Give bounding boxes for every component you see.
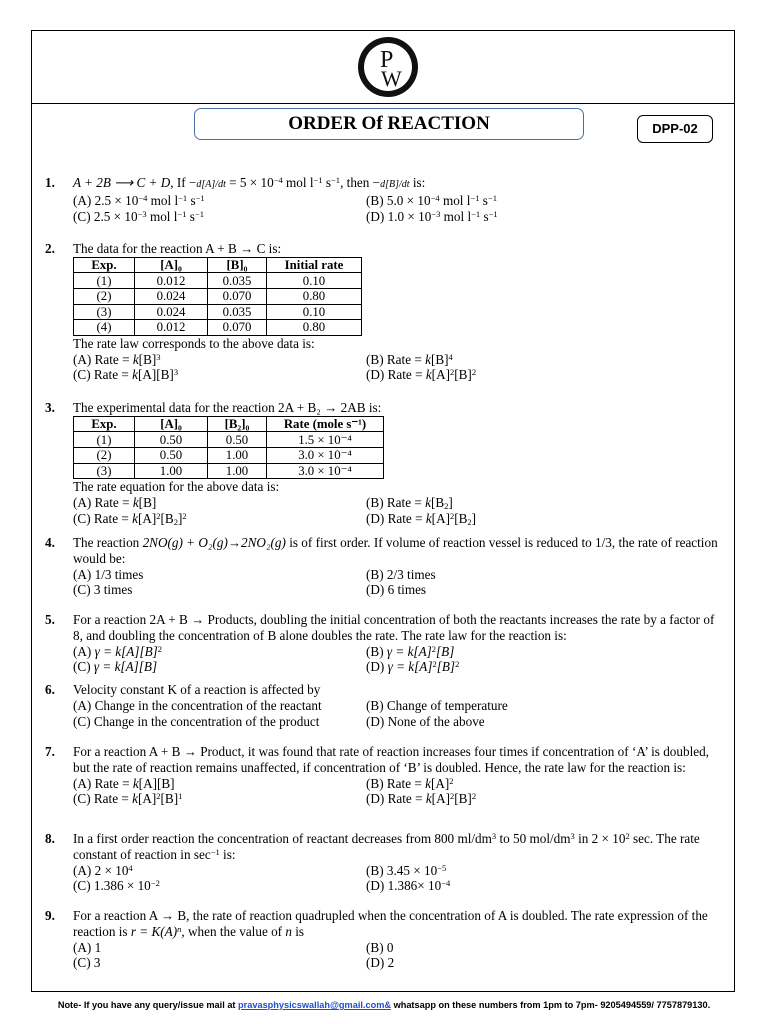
question-number: 9. [45,908,55,923]
table-row: (1) 0.50 0.50 1.5 × 10⁻⁴ [74,432,384,448]
option-c: (C) $1.386 \times 10^{-2}$ [73,878,160,894]
options [73,495,725,527]
options [73,940,725,972]
question-7 [45,744,725,807]
options [73,352,725,384]
question-text: A + 2B ⟶ C + D, $If -d[A]/dt = 5 \times 10^{-4}$ mol $l^{-1}$ $s^{-1}$, then −d[B]/dt is: [73,175,426,190]
option-d: (D) Rate = $k[A]^2[B_2]$ [366,510,477,527]
question-6 [45,682,725,729]
question-number: 4. [45,535,55,550]
table-row: (2) 0.50 1.00 3.0 × 10⁻⁴ [74,447,384,463]
option-c: (C) 3 times [73,582,133,598]
data-table [73,257,362,336]
question-number: 2. [45,241,55,256]
option-a: (A) Change in the concentration of the reactant [73,697,322,713]
page-title: ORDER Of REACTION [194,108,584,140]
option-c: (C) Rate = $k[A]^2[B_2]^2$ [73,510,187,527]
options [73,776,725,808]
data-table [73,416,384,479]
question-text: For a reaction A → B, the rate of reaction quadrupled when the concentration of A is doubled. The rate expression of the reaction is $r = K(A)^n$, when the value of n is [73,908,708,939]
options [73,644,725,676]
option-c: (C) γ = k[A][B] [73,659,158,675]
question-8 [45,831,725,894]
option-a: (A) $\gamma = k[A][B]^2$ [73,643,163,659]
support-email-link[interactable]: pravasphysicswallah@gmail.com& [238,1000,392,1010]
table-header-row: Exp. [A]₀ [B]₀ Initial rate [74,257,362,273]
option-a: (A) $2.5 \times 10^{-4}$ mol $l^{-1}$ $s^{-1}$ [73,192,205,208]
option-d: (D) Rate = $k[A]^2[B]^2$ [366,367,477,383]
question-number: 8. [45,831,55,846]
option-b: (B) Change of temperature [366,697,508,713]
question-number: 6. [45,682,55,697]
table-row: (3) 1.00 1.00 3.0 × 10⁻⁴ [74,463,384,479]
table-header-row: Exp. [A]₀ [B₂]₀ Rate (mole s⁻¹) [74,416,384,432]
option-a: (A) Rate = k[A][B] [73,775,175,791]
question-text: Velocity constant K of a reaction is affected by [73,682,321,697]
pw-logo-icon [357,36,419,98]
table-row: (1) 0.012 0.035 0.10 [74,273,362,289]
question-4 [45,535,725,598]
option-b: (B) Rate = $k[B_2]$ [366,494,453,511]
options [73,193,725,225]
option-a: (A) Rate = $k[B]^3$ [73,351,161,367]
question-5 [45,612,725,675]
question-number: 1. [45,175,55,190]
question-number: 5. [45,612,55,627]
question-text: In a first order reaction the concentration of reactant decreases from 800 $ml/dm^3$ to 50 mol/$dm^3$ in $2 \times 10^2$ sec. The rate constant of reaction in $\sec^{-1}$ is: [73,831,700,862]
question-text: The experimental data for the reaction 2A + B₂ → 2AB is: [73,400,382,415]
option-b: (B) $3.45 \times 10^{-5}$ [366,862,447,878]
option-c: (C) Change in the concentration of the product [73,713,320,729]
option-d: (D) $\gamma = k[A]^2[B]^2$ [366,659,460,675]
table-row: (4) 0.012 0.070 0.80 [74,320,362,336]
question-prompt: The rate equation for the above data is: [73,479,280,495]
option-b: (B) 0 [366,939,394,955]
option-c: (C) Rate = $k[A]^2[B]^1$ [73,791,183,807]
question-1 [45,175,725,224]
options [73,567,725,599]
option-a: (A) 1 [73,939,102,955]
option-c: (C) $2.5 \times 10^{-3}$ mol $l^{-1}$ $s^{-1}$ [73,208,204,224]
options [73,863,725,895]
option-b: (B) Rate = $k[A]^2$ [366,775,454,791]
table-row: (2) 0.024 0.070 0.80 [74,288,362,304]
options [73,698,725,730]
question-text: For a reaction 2A + B → Products, doubling the initial concentration of both the reactants increases the rate by a factor of 8, and doubling the concentration of B alone doubles the rate. The rate law for the reaction is: [73,612,715,643]
option-a: (A) Rate = k[B] [73,494,157,510]
option-c: (C) Rate = $k[A][B]^3$ [73,367,179,383]
option-b: (B) $5.0 \times 10^{-4}$ mol $l^{-1}$ $s^{-1}$ [366,192,497,208]
option-d: (D) 2 [366,955,395,971]
dpp-label: DPP-02 [637,115,713,143]
question-2 [45,241,725,383]
header-divider [31,103,735,104]
option-d: (D) None of the above [366,713,485,729]
option-a: (A) $2 \times 10^4$ [73,862,133,878]
option-a: (A) 1/3 times [73,566,144,582]
option-b: (B) 2/3 times [366,566,436,582]
svg-text:W: W [381,66,402,91]
option-d: (D) $1.386\times 10^{-4}$ [366,878,451,894]
question-text: For a reaction A + B → Product, it was found that rate of reaction increases four times if concentration of ‘A’ is doubled, but the rate of reaction remains unaffected, if concentration of ‘B’ is doubled. Hence, the rate law for the reaction is: [73,744,709,775]
question-number: 3. [45,400,55,415]
option-b: (B) $\gamma = k[A]^2[B]$ [366,643,455,659]
option-d: (D) 6 times [366,582,427,598]
question-text: The data for the reaction A + B → C is: [73,241,282,256]
svg-text:P: P [380,47,394,73]
question-prompt: The rate law corresponds to the above data is: [73,335,315,351]
question-3 [45,400,725,527]
question-9 [45,908,725,971]
footer-note: Note- If you have any query/issue mail at pravasphysicswallah@gmail.com& whatsapp on these numbers from 1pm to 7pm- 9205494559/ 7757879130. [57,1000,711,1010]
question-number: 7. [45,744,55,759]
table-row: (3) 0.024 0.035 0.10 [74,304,362,320]
option-d: (D) Rate = $k[A]^2[B]^2$ [366,791,477,807]
option-c: (C) 3 [73,955,101,971]
question-text: The reaction 2NO(g) + O₂(g)→2NO₂(g) is of first order. If volume of reaction vessel is reduced to 1/3, the rate of reaction would be: [73,535,718,566]
option-d: (D) $1.0 \times 10^{-3}$ mol $l^{-1}$ $s^{-1}$ [366,208,498,224]
option-b: (B) Rate = $k[B]^4$ [366,351,453,367]
